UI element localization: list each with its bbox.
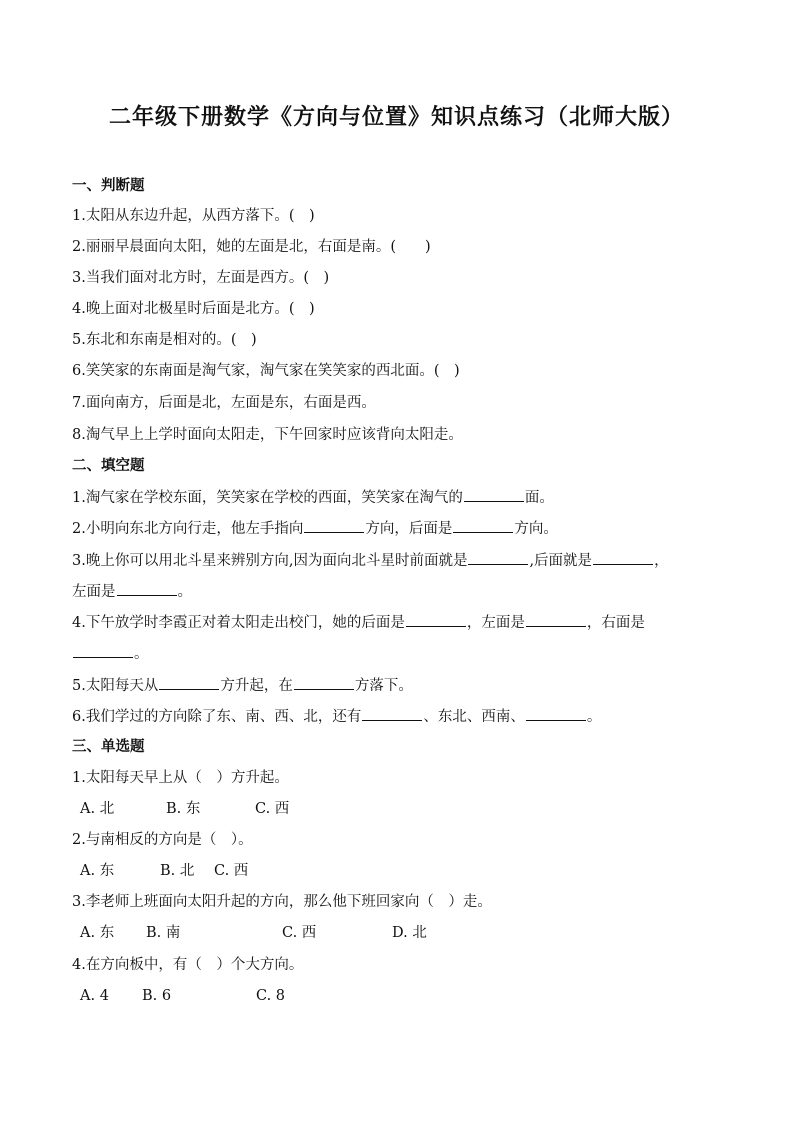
answer-blank[interactable] [73,643,133,658]
answer-blank[interactable] [117,581,177,596]
answer-blank[interactable] [593,550,653,565]
choice-q3-option-c[interactable]: C. 西 [282,925,317,941]
fill-question-4 [72,612,645,633]
judge-question-5: 5.东北和东南是相对的。( ) [72,332,257,348]
fill-question-4-cont [72,643,149,664]
fill-q2-text-end: 方向。 [514,521,558,537]
choice-q3-option-a[interactable]: A. 东 [80,925,115,941]
choice-q1-option-a[interactable]: A. 北 [80,801,115,817]
choice-q3-option-b[interactable]: B. 南 [146,925,181,941]
choice-question-2: 2.与南相反的方向是（ ）。 [72,832,253,848]
fill-q2-text: 2.小明向东北方向行走，他左手指向 [72,521,304,537]
fill-q5-text-end: 方落下。 [354,678,413,694]
answer-blank[interactable] [526,612,586,627]
fill-q1-text: 1.淘气家在学校东面，笑笑家在学校的西面，笑笑家在淘气的 [72,490,463,506]
fill-q5-text-mid: 方升起，在 [220,678,293,694]
choice-question-1: 1.太阳每天早上从（ ）方升起。 [72,770,289,786]
answer-blank[interactable] [294,675,354,690]
judge-question-8: 8.淘气早上上学时面向太阳走，下午回家时应该背向太阳走。 [72,427,463,443]
answer-blank[interactable] [362,706,422,721]
fill-question-2 [72,518,558,539]
fill-q6-text: 6.我们学过的方向除了东、南、西、北，还有 [72,709,362,725]
answer-blank[interactable] [159,675,219,690]
fill-q2-text-mid: 方向，后面是 [365,521,453,537]
fill-q4-text-mid: ，左面是 [466,615,525,631]
fill-q1-text-end: 面。 [524,490,554,506]
page-title: 二年级下册数学《方向与位置》知识点练习（北师大版） [108,105,684,130]
section-heading-judge: 一、判断题 [72,178,145,194]
choice-q3-option-d[interactable]: D. 北 [392,925,427,941]
fill-q3-text-mid: ,后面就是 [529,553,593,569]
choice-q4-option-a[interactable]: A. 4 [80,988,109,1004]
fill-q4-text: 4.下午放学时李霞正对着太阳走出校门，她的后面是 [72,615,405,631]
choice-q4-option-b[interactable]: B. 6 [142,988,172,1004]
choice-q2-option-a[interactable]: A. 东 [80,863,115,879]
fill-question-1 [72,487,554,508]
fill-question-3 [72,550,669,571]
fill-q3-text-left: 左面是 [72,584,116,600]
answer-blank[interactable] [464,487,524,502]
fill-q4-text-end: 。 [134,646,149,662]
answer-blank[interactable] [526,706,586,721]
fill-q6-text-mid: 、东北、西南、 [423,709,525,725]
answer-blank[interactable] [406,612,466,627]
answer-blank[interactable] [304,518,364,533]
judge-question-6: 6.笑笑家的东南面是淘气家，淘气家在笑笑家的西北面。( ) [72,363,460,379]
fill-question-6 [72,706,601,727]
choice-q2-option-c[interactable]: C. 西 [214,863,249,879]
fill-question-5 [72,675,413,696]
judge-question-3: 3.当我们面对北方时，左面是西方。( ) [72,270,330,286]
judge-question-2: 2.丽丽早晨面向太阳，她的左面是北，右面是南。( ) [72,239,431,255]
choice-q1-option-b[interactable]: B. 东 [166,801,201,817]
fill-q4-text-right: ，右面是 [586,615,645,631]
judge-question-1: 1.太阳从东边升起，从西方落下。( ) [72,208,315,224]
fill-q6-text-end: 。 [586,709,602,725]
answer-blank[interactable] [453,518,513,533]
fill-question-3-cont [72,581,192,602]
fill-q5-text: 5.太阳每天从 [72,678,159,694]
choice-q4-option-c[interactable]: C. 8 [256,988,286,1004]
section-heading-fill: 二、填空题 [72,458,145,474]
choice-question-4: 4.在方向板中，有（ ）个大方向。 [72,957,304,973]
choice-q1-option-c[interactable]: C. 西 [255,801,290,817]
choice-question-3: 3.李老师上班面向太阳升起的方向，那么他下班回家向（ ）走。 [72,894,492,910]
fill-q3-text-comma: ， [654,553,669,569]
section-heading-choice: 三、单选题 [72,739,145,755]
answer-blank[interactable] [468,550,528,565]
judge-question-4: 4.晚上面对北极星时后面是北方。( ) [72,301,315,317]
fill-q3-text: 3.晚上你可以用北斗星来辨别方向,因为面向北斗星时前面就是 [72,553,468,569]
fill-q3-text-end: 。 [177,584,192,600]
choice-q2-option-b[interactable]: B. 北 [160,863,195,879]
judge-question-7: 7.面向南方，后面是北，左面是东，右面是西。 [72,395,376,411]
